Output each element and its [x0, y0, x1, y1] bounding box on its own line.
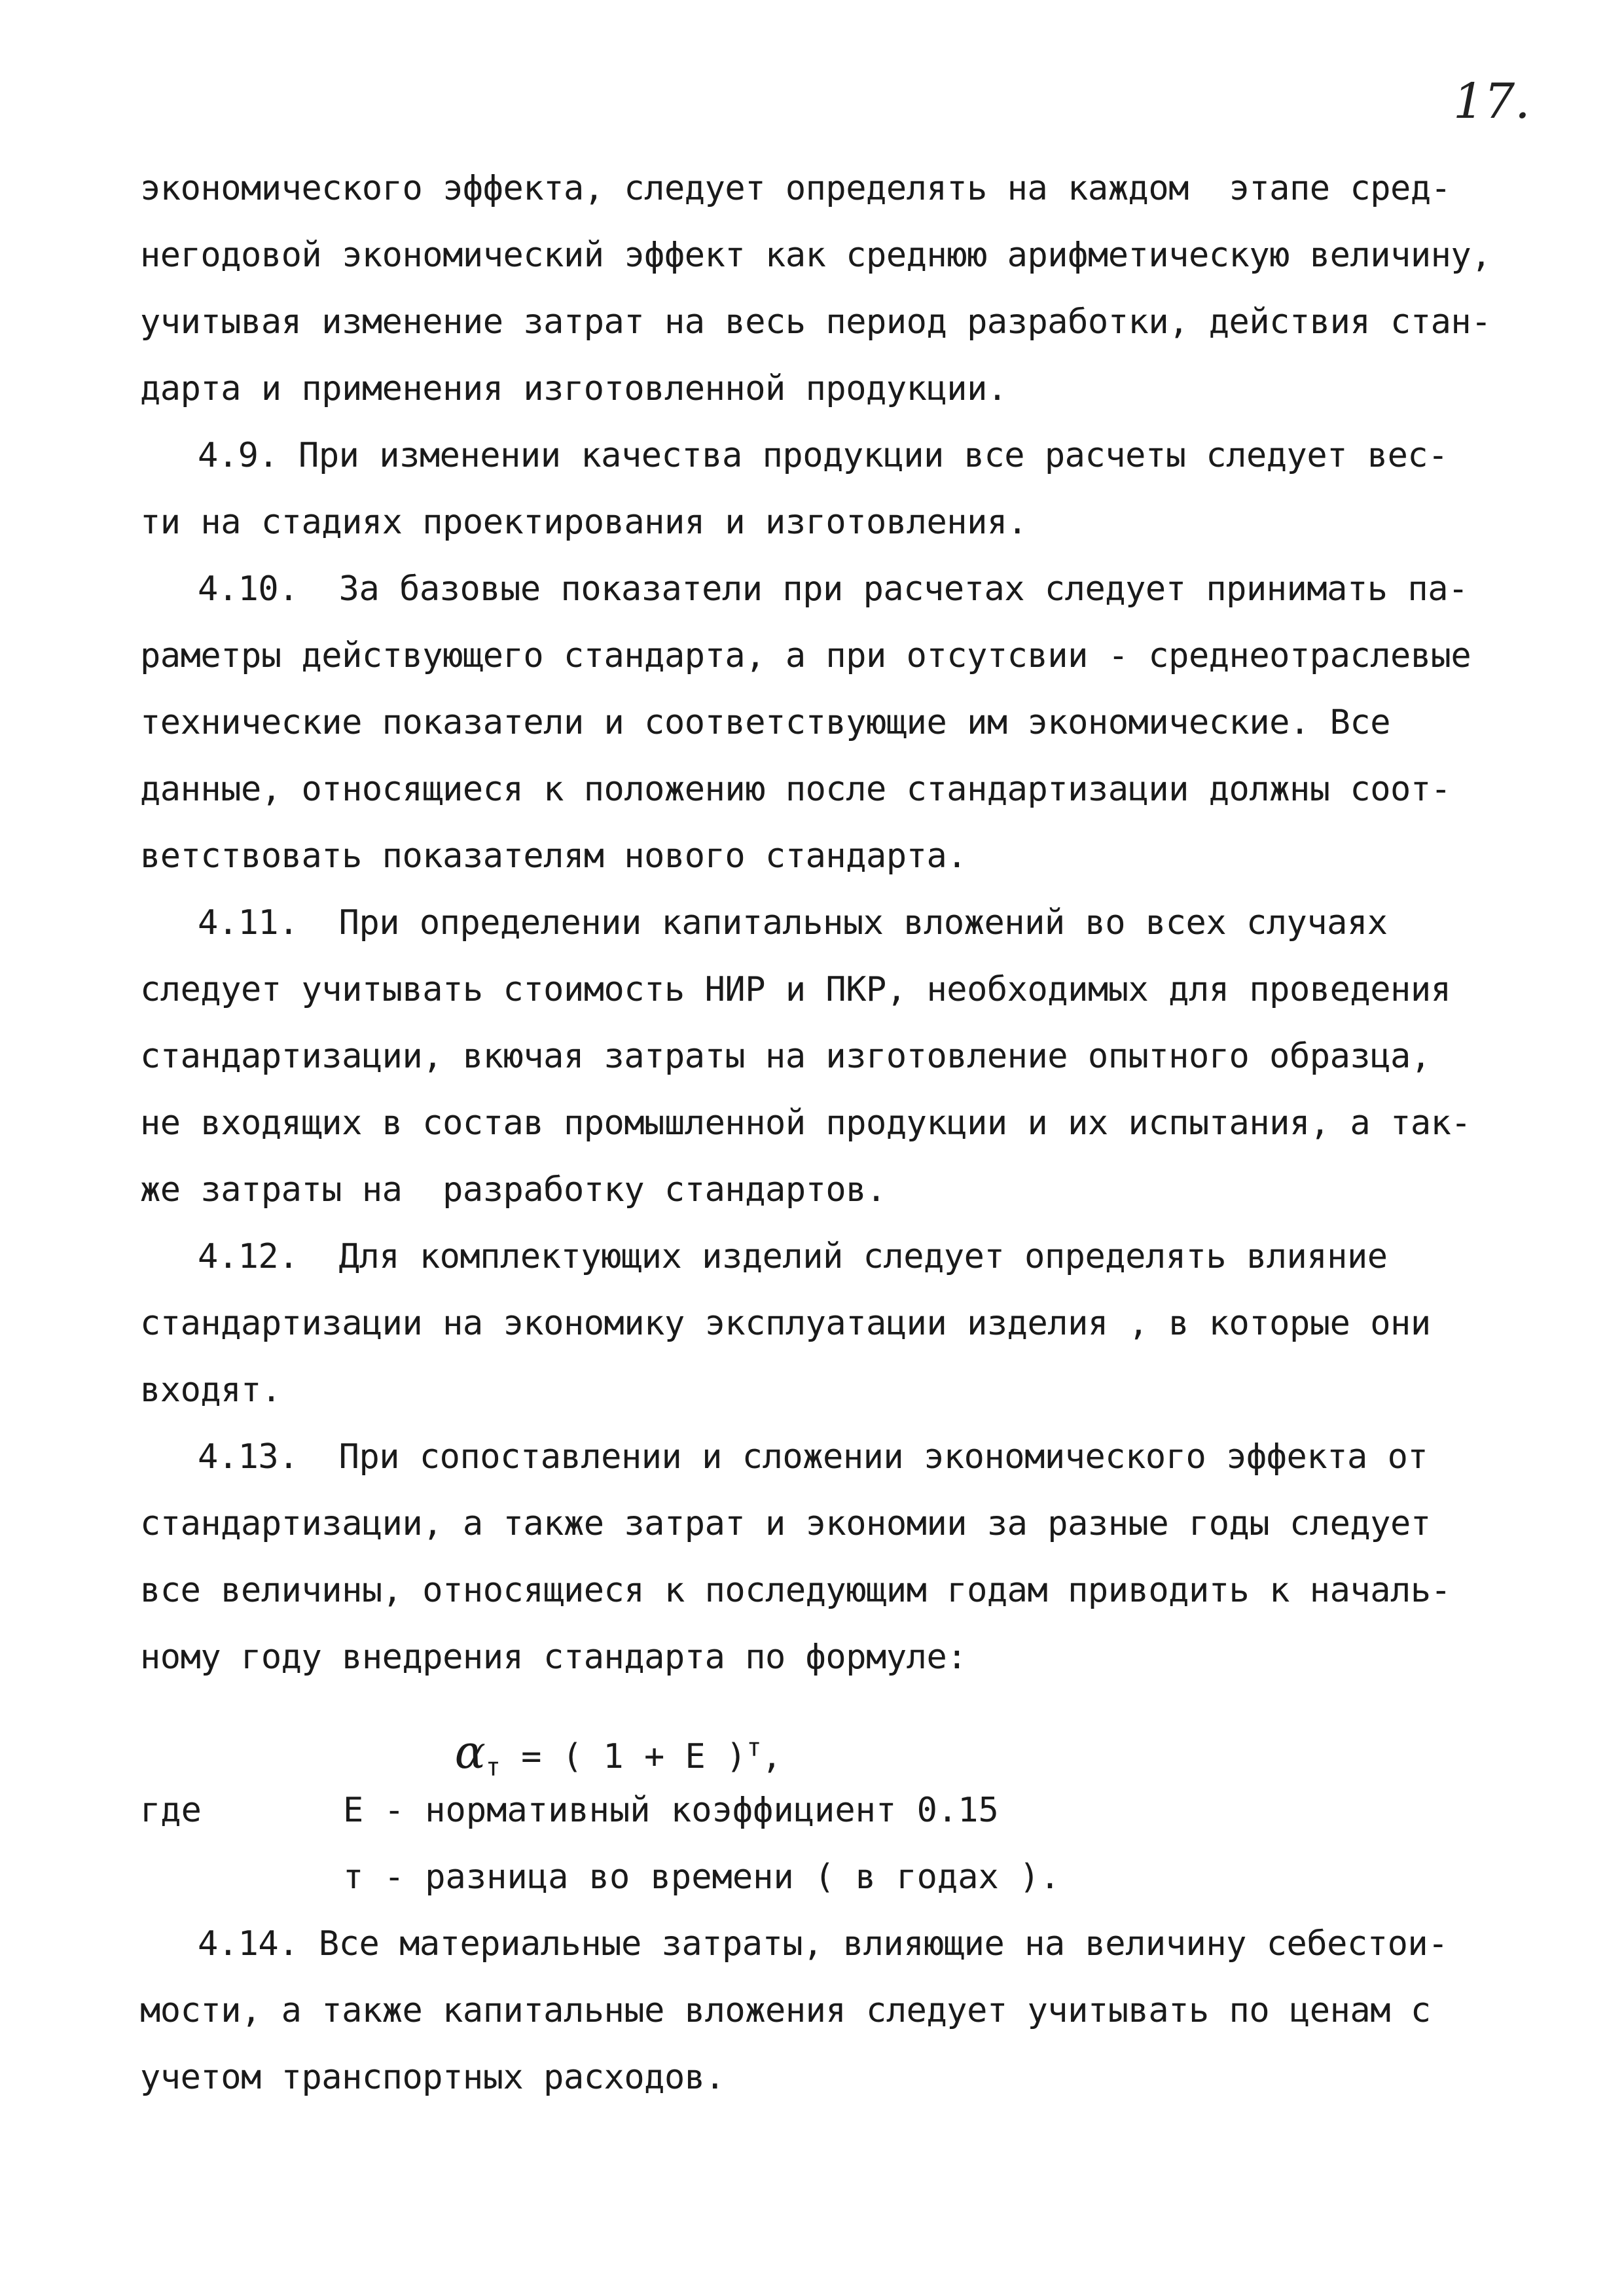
alpha-symbol: α [454, 1725, 486, 1779]
page-number: 17. [1453, 73, 1530, 130]
definition-t: т - разница во времени ( в годах ). [343, 1857, 1060, 1897]
paragraph-4-10-start: 4.10. За базовые показатели при расчетах следует принимать па- [198, 569, 1468, 609]
text-line: ти на стадиях проектирования и изготовления. [140, 503, 1028, 542]
text-line: стандартизации, вкючая затраты на изготовление опытного образца, [140, 1037, 1431, 1076]
text-line: же затраты на разработку стандартов. [140, 1170, 886, 1210]
text-line: не входящих в состав промышленной продукции и их испытания, а так- [140, 1103, 1471, 1143]
paragraph-4-12-start: 4.12. Для комплектующих изделий следует определять влияние [198, 1237, 1388, 1276]
paragraph-4-11-start: 4.11. При определении капитальных вложений во всех случаях [198, 903, 1388, 942]
paragraph-4-13-start: 4.13. При сопоставлении и сложении экономического эффекта от [198, 1437, 1428, 1477]
text-line: мости, а также капитальные вложения следует учитывать по ценам с [140, 1991, 1431, 2030]
text-line: стандартизации на экономику эксплуатации изделия , в которые они [140, 1304, 1431, 1343]
text-line: следует учитывать стоимость НИР и ПКР, необходимых для проведения [140, 970, 1451, 1009]
text-line: раметры действующего стандарта, а при отсутсвии - среднеотраслевые [140, 636, 1471, 675]
text-line: негодовой экономический эффект как среднюю арифметическую величину, [140, 236, 1492, 275]
formula-superscript: т [746, 1732, 762, 1762]
text-line: стандартизации, а также затрат и экономии за разные годы следует [140, 1504, 1431, 1543]
text-line: учетом транспортных расходов. [140, 2058, 725, 2097]
text-line: ветствовать показателям нового стандарта. [140, 836, 967, 876]
discount-formula [414, 1695, 782, 1782]
text-line: технические показатели и соответствующие им экономические. Все [140, 703, 1391, 742]
text-line: все величины, относящиеся к последующим годам приводить к началь- [140, 1571, 1451, 1610]
paragraph-4-9-start: 4.9. При изменении качества продукции все расчеты следует вес- [198, 436, 1449, 475]
formula-subscript: т [485, 1752, 501, 1782]
paragraph-4-14-start: 4.14. Все материальные затраты, влияющие на величину себестои- [198, 1924, 1449, 1964]
text-line: данные, относящиеся к положению после стандартизации должны соот- [140, 770, 1451, 809]
text-line: дарта и применения изготовленной продукции. [140, 369, 1007, 408]
where-label: где [140, 1791, 202, 1830]
text-line: входят. [140, 1371, 281, 1410]
formula-trail: , [761, 1737, 782, 1776]
definition-e: Е - нормативный коэффициент 0.15 [343, 1791, 999, 1830]
formula-body: = ( 1 + Е ) [500, 1737, 747, 1776]
text-line: учитывая изменение затрат на весь период разработки, действия стан- [140, 302, 1492, 342]
text-line: экономического эффекта, следует определять на каждом этапе сред- [140, 169, 1451, 208]
text-line: ному году внедрения стандарта по формуле: [140, 1638, 967, 1677]
